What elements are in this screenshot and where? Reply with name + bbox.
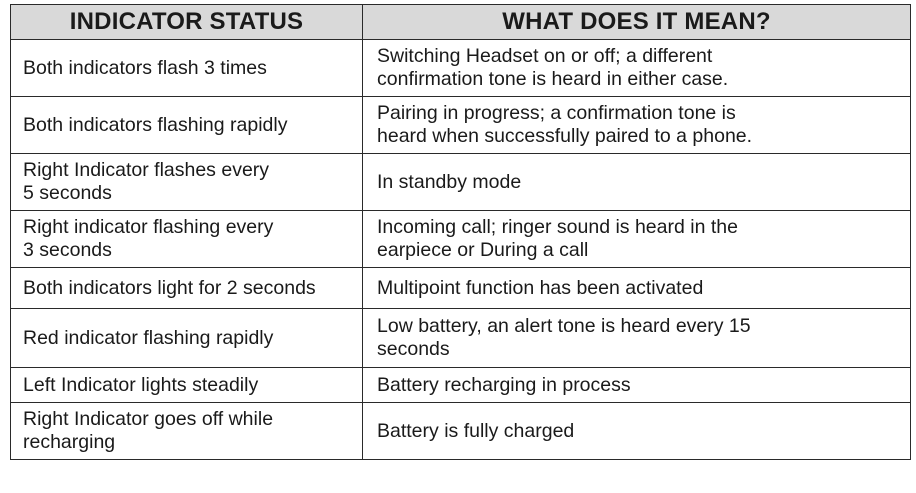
meaning-text: Multipoint function has been activated [377, 276, 704, 299]
meaning-text: confirmation tone is heard in either case. [377, 68, 729, 90]
meaning-cell [363, 403, 911, 460]
status-cell [11, 403, 363, 460]
table-row [11, 403, 911, 460]
status-text: Both indicators flashing rapidly [23, 113, 288, 136]
status-cell [11, 268, 363, 309]
header-indicator-status: INDICATOR STATUS [11, 5, 363, 40]
meaning-cell [363, 211, 911, 268]
meaning-text: Battery is fully charged [377, 419, 575, 442]
status-text: Right Indicator flashes every [23, 159, 270, 181]
status-text: Red indicator flashing rapidly [23, 326, 274, 349]
table-row [11, 211, 911, 268]
meaning-text: heard when successfully paired to a phone. [377, 125, 753, 147]
meaning-cell [363, 40, 911, 97]
table-row [11, 309, 911, 368]
status-cell [11, 211, 363, 268]
status-cell [11, 97, 363, 154]
meaning-text: Low battery, an alert tone is heard every 15 [377, 315, 751, 337]
meaning-text: seconds [377, 338, 450, 360]
meaning-cell [363, 309, 911, 368]
meaning-text: Battery recharging in process [377, 373, 631, 396]
status-text: Both indicators flash 3 times [23, 56, 267, 79]
table-header-row [11, 5, 911, 40]
meaning-text: earpiece or During a call [377, 239, 589, 261]
status-text: 3 seconds [23, 239, 112, 261]
meaning-text: In standby mode [377, 170, 522, 193]
meaning-cell [363, 368, 911, 403]
meaning-cell [363, 97, 911, 154]
status-text: Right Indicator goes off while [23, 408, 274, 430]
status-text: Right indicator flashing every [23, 216, 274, 238]
status-cell [11, 368, 363, 403]
meaning-cell [363, 154, 911, 211]
status-cell [11, 40, 363, 97]
status-text: 5 seconds [23, 182, 112, 204]
status-cell [11, 309, 363, 368]
meaning-text: Switching Headset on or off; a different [377, 45, 713, 67]
meaning-text: Incoming call; ringer sound is heard in the [377, 216, 738, 238]
table-row [11, 154, 911, 211]
meaning-cell [363, 268, 911, 309]
header-what-does-it-mean: WHAT DOES IT MEAN? [363, 5, 911, 40]
status-text: Left Indicator lights steadily [23, 373, 259, 396]
indicator-status-table [10, 4, 911, 460]
table-row [11, 368, 911, 403]
meaning-text: Pairing in progress; a confirmation tone is [377, 102, 736, 124]
table-row [11, 40, 911, 97]
status-text: Both indicators light for 2 seconds [23, 276, 316, 299]
table-row [11, 268, 911, 309]
table-row [11, 97, 911, 154]
status-cell [11, 154, 363, 211]
status-text: recharging [23, 431, 116, 453]
